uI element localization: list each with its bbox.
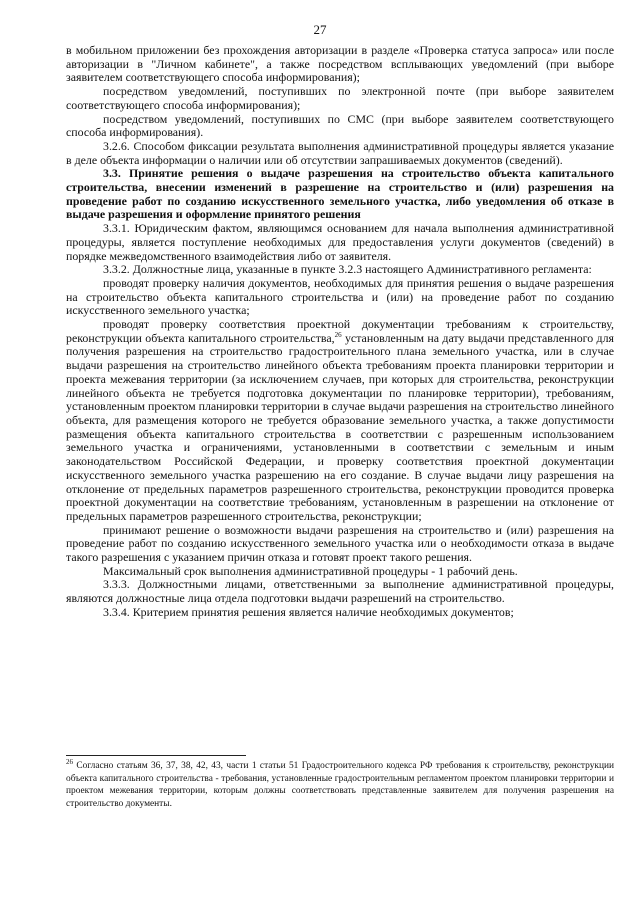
paragraph-max-term: Максимальный срок выполнения административной процедуры - 1 рабочий день. (103, 563, 518, 578)
footnote-marker: 26 (66, 757, 73, 766)
section-heading-3-3: 3.3. Принятие решения о выдаче разрешения на строительство объекта капитального строительства, внесении изменений в разрешение на строительство и (или) разрешения на проведение работ по созданию искусственного земельного участка, либо уведомления об отказе в выдаче разрешения и оформление принятого решения (66, 166, 614, 222)
document-body (66, 44, 614, 620)
paragraph-3-3-3: 3.3.3. Должностными лицами, ответственными за выполнение административной процедуры, являются должностные лица отдела подготовки выдачи разрешений на строительство. (66, 577, 614, 606)
paragraph-decision: принимают решение о возможности выдачи разрешения на строительство и (или) разрешения на проведение работ по созданию искусственного земельного участка или о необходимости отказа в выдаче такого разрешения с указанием причин отказа и готовят проект такого решения. (66, 522, 614, 565)
paragraph-mobile-app: в мобильном приложении без прохождения авторизации в разделе «Проверка статуса запроса» или после авторизации в "Личном кабинете", а также посредством всплывающих уведомлений (при выборе заявителем соответствующего способа информирования); (66, 43, 614, 85)
paragraph-check-project (66, 318, 614, 524)
paragraph-sms-notice: посредством уведомлений, поступивших по СМС (при выборе заявителем соответствующего способа информирования). (66, 111, 614, 140)
paragraph-3-3-2: 3.3.2. Должностные лица, указанные в пункте 3.2.3 настоящего Административного регламента: (103, 262, 592, 277)
paragraph-check-project-part1: проводят проверку соответствия проектной документации требованиям к строительству, реконструкции объекта капитального строительства, (66, 317, 614, 345)
paragraph-check-documents: проводят проверку наличия документов, необходимых для принятия решения о выдаче разрешения на строительство объекта капитального строительства и (или) на проведение работ по созданию искусственного земельного участка; (66, 275, 614, 318)
paragraph-3-3-4: 3.3.4. Критерием принятия решения является наличие необходимых документов; (103, 604, 514, 619)
page-number: 27 (313, 22, 327, 37)
paragraph-3-3-1: 3.3.1. Юридическим фактом, являющимся основанием для начала выполнения административной процедуры, является поступление необходимых для предоставления услуги документов (сведений) в порядке межведомственного взаимодействия либо от заявителя. (66, 221, 614, 263)
footnote (66, 757, 614, 810)
footnote-reference: 26 (334, 330, 342, 339)
footnote-text: Согласно статьям 36, 37, 38, 42, 43, части 1 статьи 51 Градостроительного кодекса РФ требования к строительству, реконструкции объекта капитального строительства - требования, установленные градостроительным регламентом проектом планировки территории и проектом межевания территории, которым должны соответствовать представленные заявителем для получения разрешения на строительство документы. (66, 761, 614, 809)
paragraph-email-notice: посредством уведомлений, поступивших по электронной почте (при выборе заявителем соответствующего способа информирования); (66, 84, 614, 112)
paragraph-check-project-part2: установленным на дату выдачи представленного для получения разрешения на строительство градостроительного плана земельного участка, или в случае выдачи разрешения на строительство линейного объекта требованиям проекта планировки территории и проекта межевания территории (за исключением случаев, при которых для строительства, реконструкции линейного объекта не требуется подготовка документации по планировке территории), требованиям, установленным проектом планировки территории в случае выдачи разрешения на строительство линейного объекта, для размещения которого не требуется образование земельного участка, а также допустимости размещения объекта капитального строительства в соответствии с разрешенным использованием земельного участка и ограничениями, установленными в соответствии с земельным и иным законодательством Российской Федерации, и проверку соответствия проектной документации искусственного земельного участка разрешению на его создание. В случае выдачи лицу разрешения на отклонение от предельных параметров разрешенного строительства, реконструкции проводится проверка проектной документации на соответствие требованиям, установленным в разрешении на отклонение от предельных параметров разрешенного строительства, реконструкции; (66, 330, 615, 523)
paragraph-3-2-6: 3.2.6. Способом фиксации результата выполнения административной процедуры является указание в деле объекта информации о наличии или об отсутствии запрашиваемых документов (сведений). (66, 138, 614, 167)
footnote-separator (66, 755, 246, 756)
